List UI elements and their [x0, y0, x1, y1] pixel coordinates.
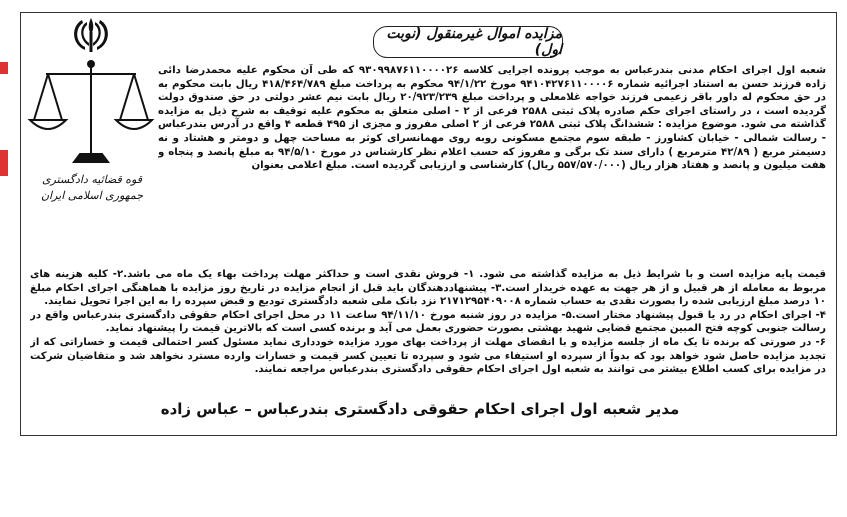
- paragraph-conditions: قیمت پایه مزایده است و با شرایط ذیل به مزایده گذاشته می شود. ۱- فروش نقدی است و حداکثر مهلت پرداخت بهاء یک ماه می باشد.۲- کلیه هزینه های مربوط به معامله از هر قبیل و از هر جهت به عهده خریدار است.۳- پیشنهاددهندگان باید قبل از انجام مزایده در تاریخ روز مزایده با هماهنگی اجرای احکام مبلغ ۱۰ درصد مبلغ ارزیابی شده را بصورت نقدی به حساب شماره ۲۱۷۱۲۹۵۴۰۹۰۰۸ نزد بانک ملی شعبه دادگستری تودیع و قبض سپرده را به این اجرا تحویل نمایند.: [30, 269, 826, 308]
- emblem-caption: قوه قضائیه دادگستری جمهوری اسلامی ایران: [40, 173, 144, 202]
- iran-emblem-icon: [26, 12, 156, 182]
- paragraph-terms: ۴- اجرای احکام در رد یا قبول پیشنهاد مختار است.۵- مزایده در روز شنبه مورخ ۹۴/۱۱/۱۰ ساعت ۱۱ در محل اجرای احکام حقوقی دادگستری بندرعباس واقع در رسالت جنوبی کوچه فتح المبین مجتمع قضایی شهید بهشتی بصورت حضوری بعمل می آید و برنده کسی است که بالاترین قیمت را پیشنهاد نماید.: [30, 309, 826, 335]
- paragraph-penalty: ۶- در صورتی که برنده تا یک ماه از جلسه مزایده و با انقضای مهلت از پرداخت بهای مورد مزایده خودداری نماید مسئول کسر احتمالی قیمت و خساراتی که از تجدید مزایده حاصل شود خواهد بود که بدواً از سپرده او استیفاء می شود و سپرده تا تعیین کسر قیمت و خسارات وارده مسترد نخواهد شد و متقاضیان شرکت در مزایده برای کسب اطلاع بیشتر می توانند به شعبه اول اجرای احکام حقوقی دادگستری بندرعباس مراجعه نمایند.: [30, 336, 826, 376]
- notice-conditions: [30, 268, 826, 394]
- margin-mark-bottom: [0, 150, 8, 176]
- notice-title: مزایده اموال غیرمنقول (نوبت اول): [373, 26, 563, 58]
- margin-mark-top: [0, 62, 8, 74]
- signature-line: مدیر شعبه اول اجرای احکام حقوقی دادگستری بندرعباس – عباس زاده: [160, 400, 680, 418]
- paragraph-main: شعبه اول اجرای احکام مدنی بندرعباس به موجب پرونده اجرایی کلاسه ۹۳۰۹۹۸۷۶۱۱۰۰۰۰۲۶ که طی آن محکوم علیه محمدرضا دائی زاده فرزند حسن به استناد اجرائیه شماره ۹۴۱۰۴۲۷۶۱۱۰۰۰۰۶ مورخ ۹۴/۱/۲۲ محکوم به پرداخت مبلغ ۴۱۸/۴۶۴/۷۸۹ ریال بابت محکوم به در حق محکوم له داور باقر زعیمی فرزند خواجه غلامعلی و پرداخت مبلغ ۲۰/۹۲۳/۲۳۹ ریال بابت نیم عشر دولتی در حق صندوق دولت گردیده است ، در راستای اجرای حکم صادره پلاک ثبتی ۲۵۸۸ فرعی از ۲ - اصلی متعلق به محکوم علیه توقیف به شرح ذیل به مزایده گذاشته می شود. موضوع مزایده : ششدانگ پلاک ثبتی ۲۵۸۸ فرعی از ۲ اصلی مفروز و مجزی از ۴۹۵ قطعه ۴ واقع در آدرس بندرعباس - رسالت شمالی - خیابان کشاورز - طبقه سوم مجتمع مسکونی روبه روی مهمانسرای کوثر به مساحت چهل و دومتر و هشتاد و نه دسیمتر مربع ( ۴۲/۸۹ مترمربع ) دارای سند تک برگی و مفروز که حسب اعلام نظر کارشناس در مورخ ۹۴/۵/۱۰ به مبلغ پانصد و پنجاه و هفت میلیون و پانصد و هفتاد هزار ریال (۵۵۷/۵۷۰/۰۰۰ ریال) کارشناسی و ارزیابی گردیده است. مبلغ اعلامی بعنوان: [158, 65, 826, 172]
